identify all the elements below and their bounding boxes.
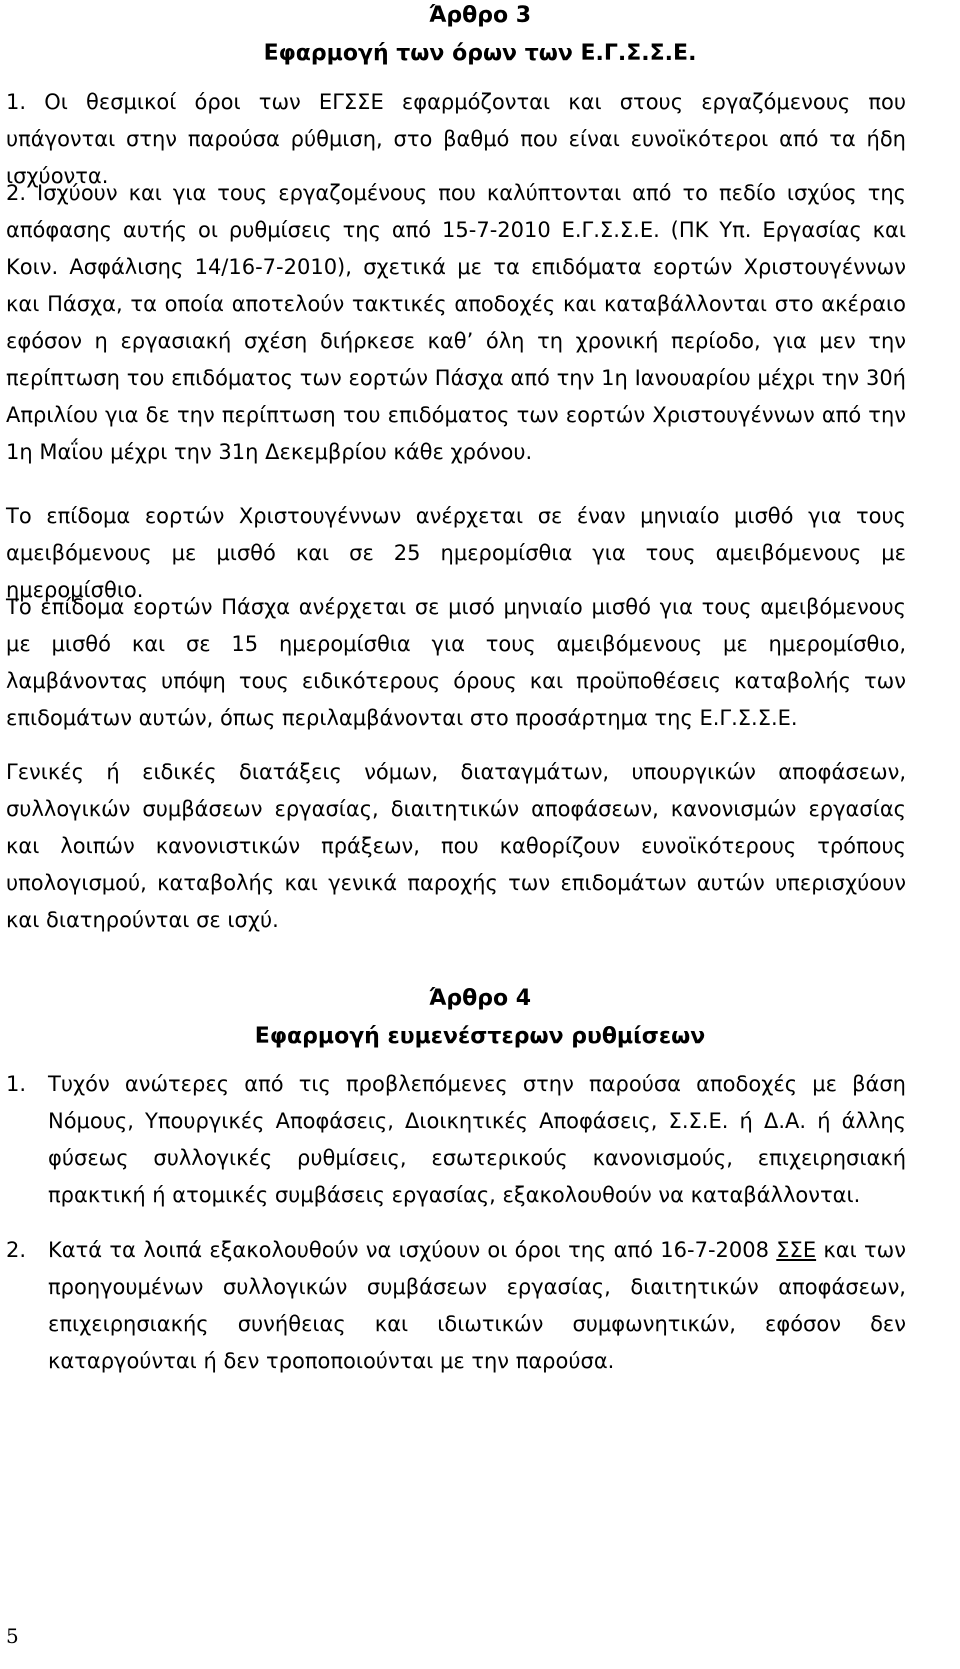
item-text: Τυχόν ανώτερες από τις προβλεπόμενες στην παρούσα αποδοχές με βάση Νόμους, Υπουργικές Αποφάσεις, Διοικητικές Αποφάσεις, Σ.Σ.Ε. ή Δ.Α. ή άλλης φύσεως συλλογικές ρυθμίσεις, εσωτερικούς κανονισμούς, επιχειρησιακή πρακτική ή ατομικές συμβάσεις εργασίας, εξακολουθούν να καταβάλλονται. (48, 1072, 906, 1207)
article-3-paragraph-5: Γενικές ή ειδικές διατάξεις νόμων, διαταγμάτων, υπουργικών αποφάσεων, συλλογικών συμβάσεων εργασίας, διαιτητικών αποφάσεων, κανονισμών εργασίας και λοιπών κανονιστικών πράξεων, που καθορίζουν ευνοϊκότερους τρόπους υπολογισμού, καταβολής και γενικά παροχής των επιδομάτων αυτών υπερισχύουν και διατηρούνται σε ισχύ. (6, 760, 906, 932)
article-3-paragraph-2: 2. Ισχύουν και για τους εργαζομένους που καλύπτονται από το πεδίο ισχύος της απόφασης αυτής οι ρυθμίσεις της από 15-7-2010 Ε.Γ.Σ.Σ.Ε. (ΠΚ Υπ. Εργασίας και Κοιν. Ασφάλισης 14/16-7-2010), σχετικά με τα επιδόματα εορτών Χριστουγέννων και Πάσχα, τα οποία αποτελούν τακτικές αποδοχές και καταβάλλονται στο ακέραιο εφόσον η εργασιακή σχέση διήρκεσε καθ’ όλη τη χρονική περίοδο, για μεν την περίπτωση του επιδόματος των εορτών Πάσχα από την 1η Ιανουαρίου μέχρι την 30ή Απριλίου για δε την περίπτωση του επιδόματος των εορτών Χριστουγέννων από την 1η Μαΐου μέχρι την 31η Δεκεμβρίου κάθε χρόνου. (6, 181, 906, 464)
article-4-number: Άρθρο 4 (428, 986, 532, 1011)
article-3-heading (0, 0, 960, 70)
sse-abbreviation: ΣΣΕ (776, 1238, 817, 1262)
article-4-heading (0, 983, 960, 1053)
item-text (48, 1232, 906, 1380)
article-3-number: Άρθρο 3 (428, 3, 532, 28)
article-3-paragraph-1: 1. Οι θεσμικοί όροι των ΕΓΣΣΕ εφαρμόζονται και στους εργαζόμενους που υπάγονται στην παρούσα ρύθμιση, στο βαθμό που είναι ευνοϊκότεροι από τα ήδη ισχύοντα. (6, 90, 906, 188)
item-text-part: και των προηγουμένων συλλογικών συμβάσεων εργασίας, διαιτητικών αποφάσεων, επιχειρησιακής συνήθειας και ιδιωτικών συμφωνητικών, εφόσον δεν καταργούνται ή δεν τροποποιούνται με την παρούσα. (48, 1238, 906, 1373)
article-4-item-1 (6, 1066, 906, 1216)
item-number: 2. (6, 1238, 27, 1262)
article-3-paragraph-4: Το επίδομα εορτών Πάσχα ανέρχεται σε μισό μηνιαίο μισθό για τους αμειβόμενους με μισθό και σε 15 ημερομίσθια για τους αμειβόμενους με ημερομίσθιο, λαμβάνοντας υπόψη τους ειδικότερους όρους και προϋποθέσεις καταβολής των επιδομάτων αυτών, όπως περιλαμβάνονται στο προσάρτημα της Ε.Γ.Σ.Σ.Ε. (6, 595, 906, 730)
page-number: 5 (6, 1624, 19, 1648)
article-4-title: Εφαρμογή ευμενέστερων ρυθμίσεων (254, 1024, 706, 1049)
article-3-title: Εφαρμογή των όρων των Ε.Γ.Σ.Σ.Ε. (263, 41, 697, 66)
item-text-part: Κατά τα λοιπά εξακολουθούν να ισχύουν οι όροι της από 16-7-2008 (48, 1238, 777, 1262)
item-number: 1. (6, 1072, 27, 1096)
article-4-item-2 (6, 1232, 906, 1382)
article-3-paragraph-3: Το επίδομα εορτών Χριστουγέννων ανέρχεται σε έναν μηνιαίο μισθό για τους αμειβόμενους με μισθό και σε 25 ημερομίσθια για τους αμειβόμενους με ημερομίσθιο. (6, 504, 906, 602)
